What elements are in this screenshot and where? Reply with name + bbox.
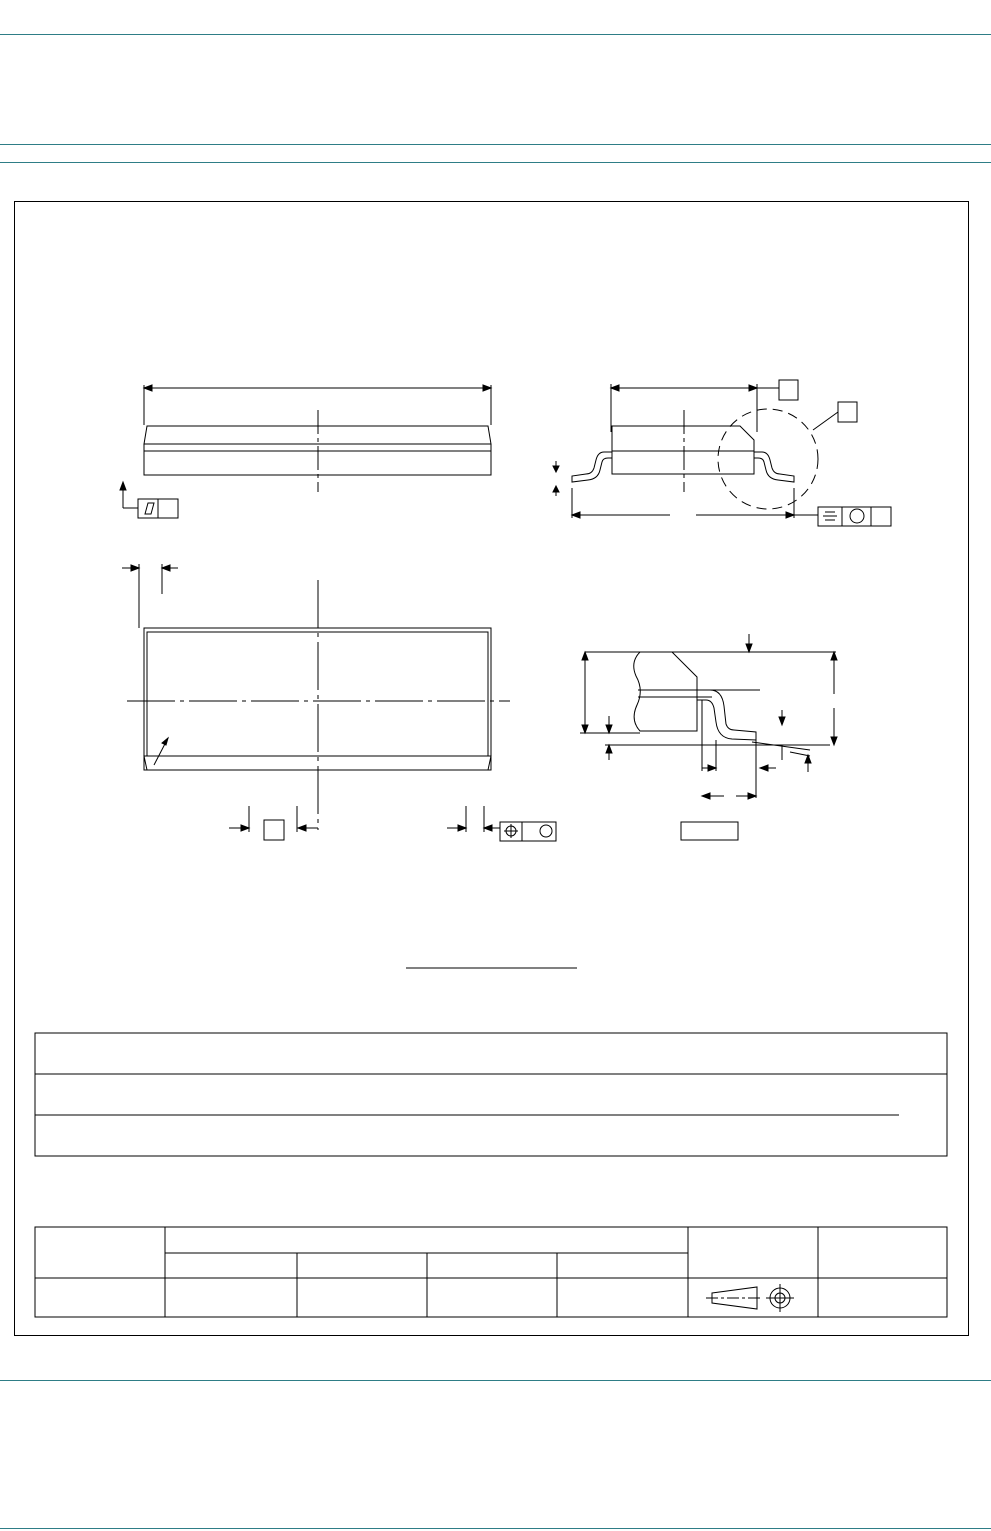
end-view xyxy=(553,380,891,526)
detail-x xyxy=(580,634,837,840)
footer-rule xyxy=(0,1380,991,1381)
top-view xyxy=(122,564,556,841)
outline-table xyxy=(35,1227,947,1317)
flatness-callout xyxy=(120,482,178,518)
side-view xyxy=(144,385,491,492)
dimensions-table xyxy=(35,1033,947,1156)
page-bottom-rule xyxy=(0,1528,991,1529)
